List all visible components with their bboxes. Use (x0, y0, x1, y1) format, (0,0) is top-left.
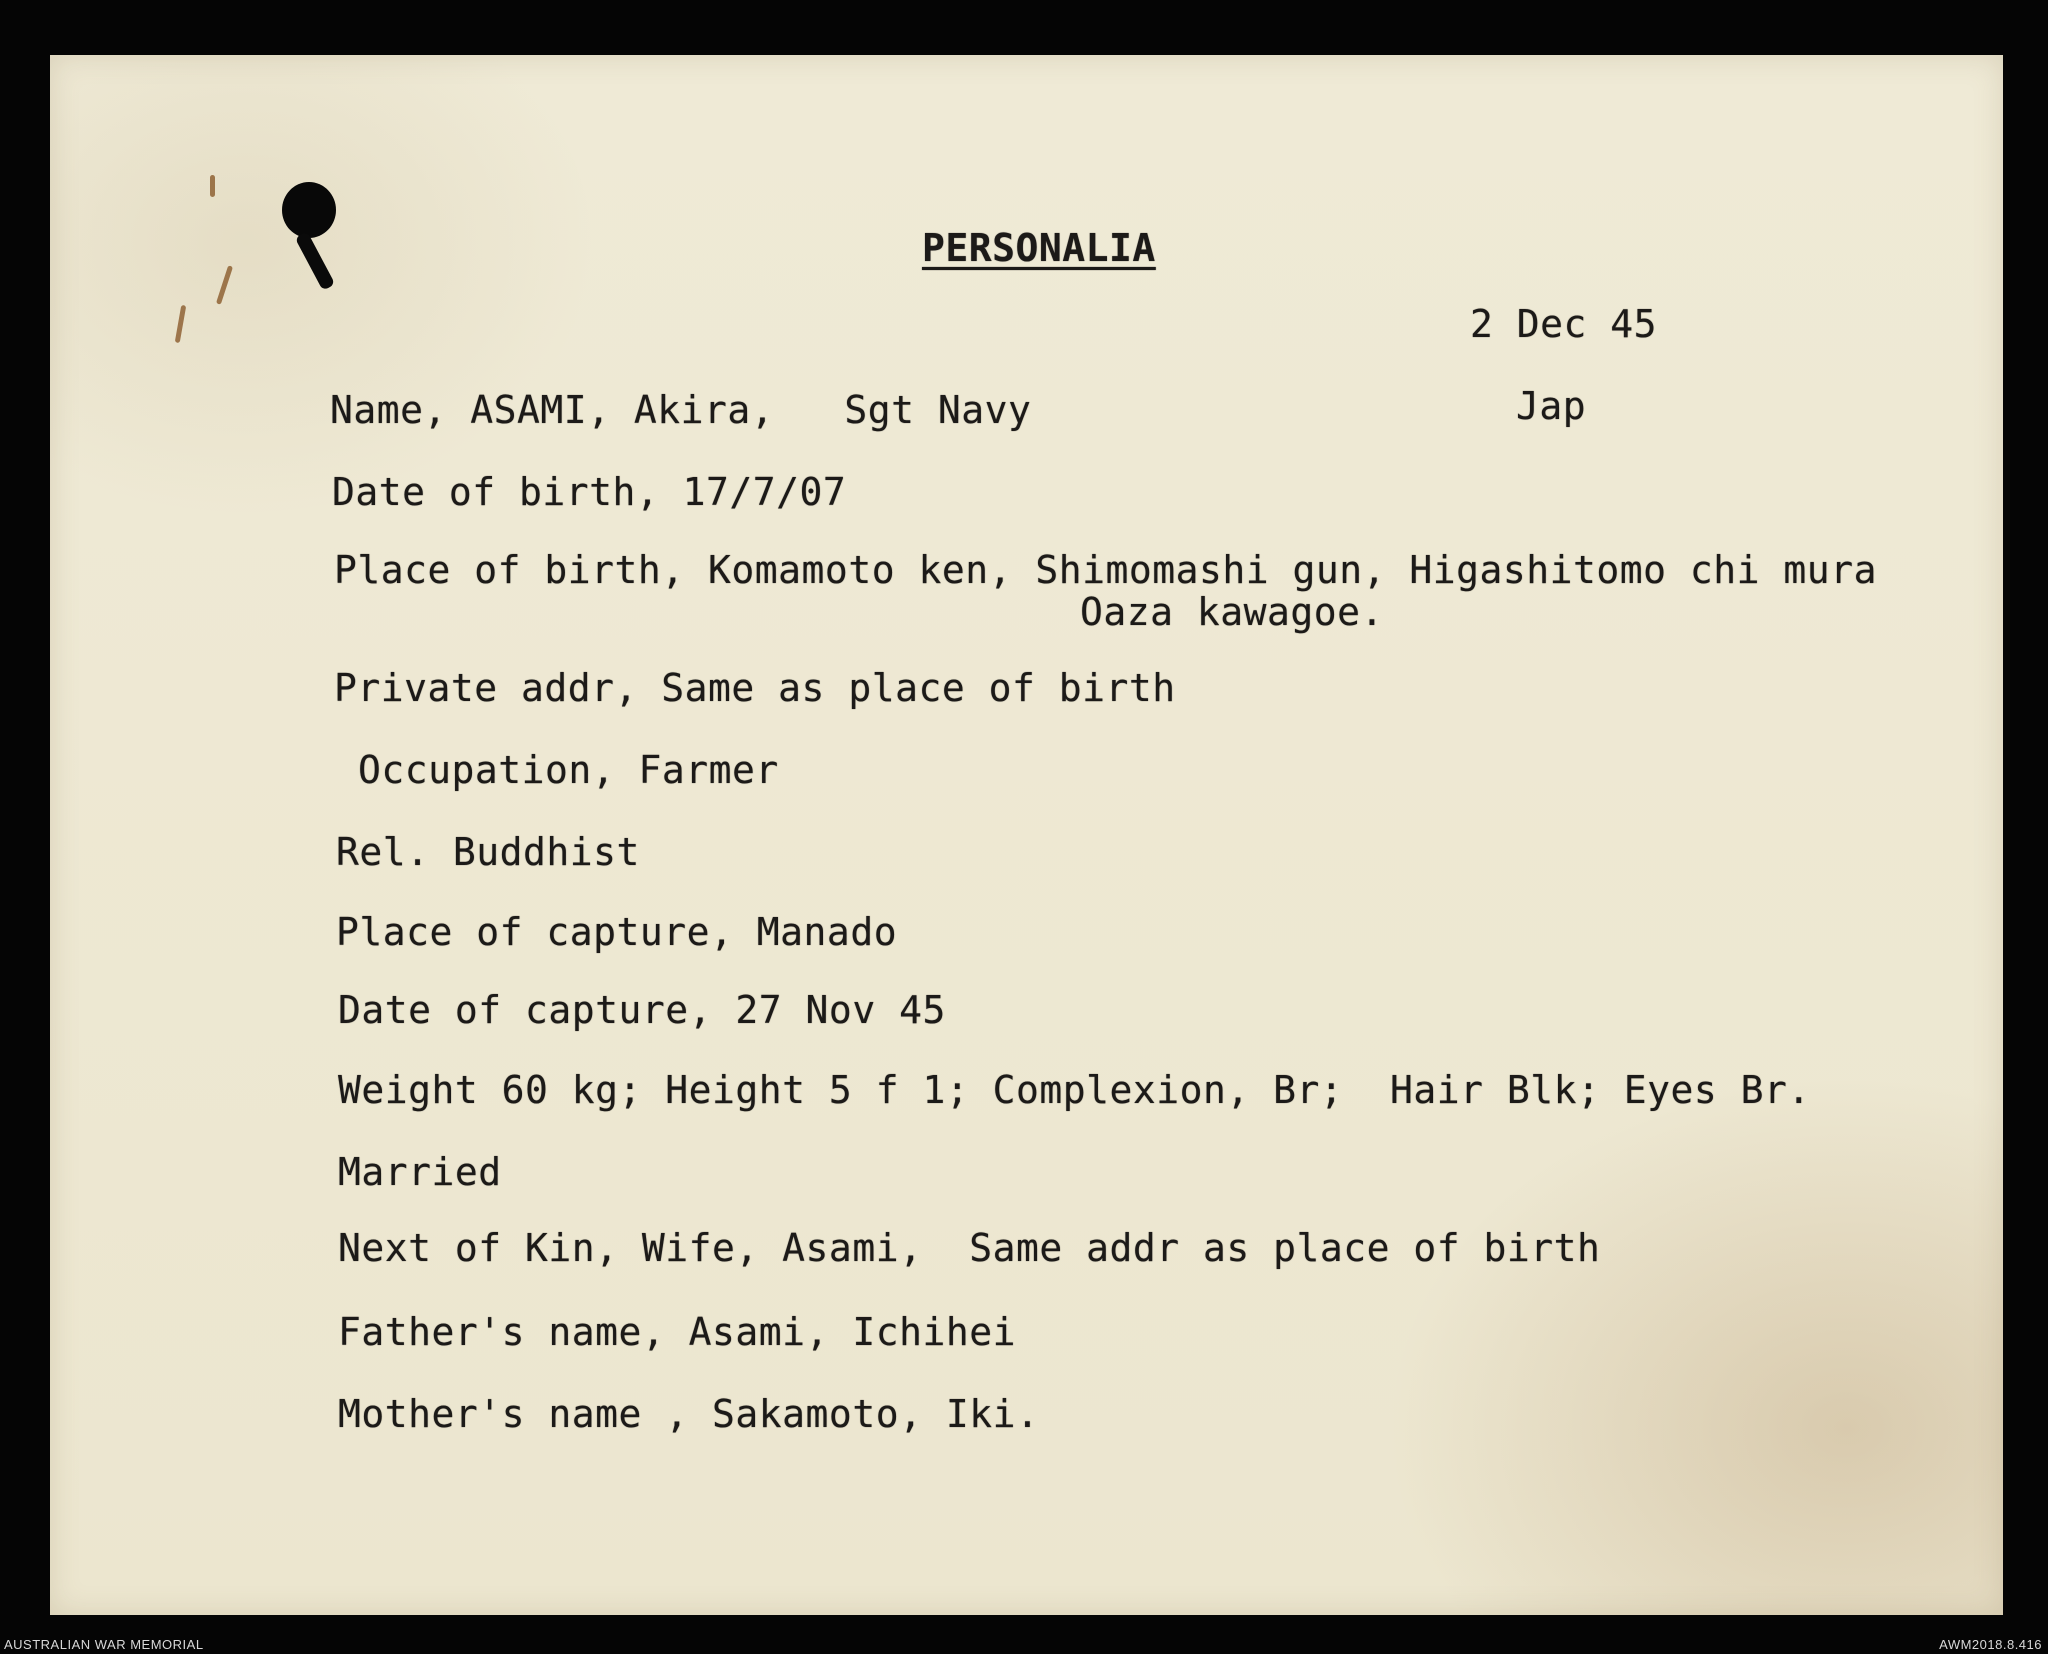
physical-description-line: Weight 60 kg; Height 5 f 1; Complexion, Br; Hair Blk; Eyes Br. (338, 1068, 1811, 1112)
footer-accession-number: AWM2018.8.416 (1939, 1637, 2042, 1652)
next-of-kin-line: Next of Kin, Wife, Asami, Same addr as place of birth (338, 1226, 1601, 1270)
date-of-capture-line: Date of capture, 27 Nov 45 (338, 988, 946, 1032)
punch-hole (282, 182, 336, 238)
document-date: 2 Dec 45 (1470, 302, 1658, 346)
date-of-birth-line: Date of birth, 17/7/07 (332, 470, 847, 514)
nationality: Jap (1516, 384, 1587, 428)
name-line: Name, ASAMI, Akira, Sgt Navy (330, 388, 1032, 432)
rust-stain (175, 305, 187, 343)
occupation-line: Occupation, Farmer (358, 748, 779, 792)
rust-stain (210, 175, 215, 197)
place-of-birth-line: Place of birth, Komamoto ken, Shimomashi gun, Higashitomo chi mura (334, 548, 1877, 592)
rust-stain (216, 265, 233, 305)
punch-hole-tear (295, 231, 336, 291)
mother-name-line: Mother's name , Sakamoto, Iki. (338, 1392, 1040, 1436)
religion-line: Rel. Buddhist (336, 830, 640, 874)
footer-source-label: AUSTRALIAN WAR MEMORIAL (4, 1637, 204, 1652)
place-of-capture-line: Place of capture, Manado (336, 910, 898, 954)
private-address-line: Private addr, Same as place of birth (334, 666, 1176, 710)
father-name-line: Father's name, Asami, Ichihei (338, 1310, 1016, 1354)
marital-status-line: Married (338, 1150, 502, 1194)
place-of-birth-continuation: Oaza kawagoe. (1080, 590, 1384, 634)
document-heading: PERSONALIA (922, 226, 1156, 270)
